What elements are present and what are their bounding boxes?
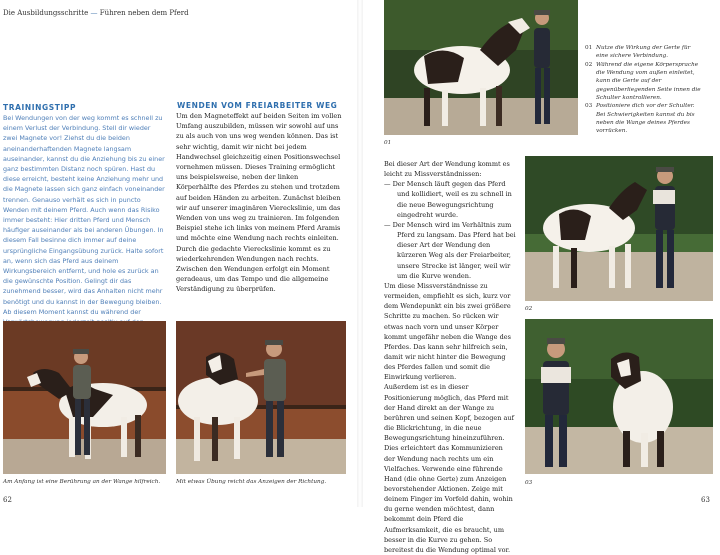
note-item: 03 Positioniere dich vor der Schulter. Bei Schwierigkeiten kannst du bis neben die Wange deines Pferdes vorrücken.	[585, 103, 695, 135]
photo-touch-cheek	[3, 321, 166, 474]
photo-02-label: 02	[525, 306, 533, 312]
book-gutter	[357, 0, 363, 507]
photo-03-label: 03	[525, 480, 533, 486]
wenden-text: Um den Magneteffekt auf beiden Seiten im vollen Umfang auszubilden, müssen wir sowohl auf uns zu als auch von uns weg wenden können. Das ist sehr wichtig, damit wir nicht bei jedem Handwechsel gleichzeitig einen Positionswechsel vornehmen müssen. Dieses Training ermöglicht uns beispielsweise, neben der linken Körperhälfte des Pferdes zu stehen und trotzdem auf beiden Händen zu arbeiten. Zunächst bleiben wir auf unserer imaginären Viereckslinie, um das Wenden von uns weg zu trainieren. Im folgenden Beispiel stehe ich links von meinem Pferd Aramis und möchte eine Wendung nach rechts einleiten. Durch die gedachte Viereckslinie kommt es zu wiederkehrenden Wendungen nach rechts. Zwischen den Wendungen erfolgt ein Moment geradeaus, um das Tempo und die allgemeine Verständigung zu überprüfen.	[176, 112, 342, 294]
photo-01-label: 01	[384, 140, 392, 146]
photo-notes	[585, 44, 703, 136]
wenden-heading: WENDEN VOM FREIARBEITER WEG	[177, 101, 338, 110]
running-header	[3, 9, 189, 17]
header-separator: —	[90, 9, 98, 17]
paragraph: Um diese Missverständnisse zu vermeiden, empfiehlt es sich, kurz vor dem Wendepunkt ein bis zwei größere Schritte zu machen. So rücken wir etwas nach vorn und unser Körper kommt ungefähr neben die Wange des Pferdes. Das kann sehr hilfreich sein, damit wir nicht hinter die Bewegung des Pferdes fallen und somit die Einwirkung verlieren.	[384, 281, 511, 382]
caption-touch-cheek: Am Anfang ist eine Berührung an der Wange hilfreich.	[3, 479, 161, 485]
intro-paragraph: Bei dieser Art der Wendung kommt es leicht zu Missverständnissen:	[384, 160, 510, 179]
photo-indicate-direction	[176, 321, 346, 474]
page-number-right: 63	[701, 496, 710, 504]
section-title: Führen neben dem Pferd	[99, 9, 189, 17]
training-tip-text: Bei Wendungen von der weg kommt es schnell zu einem Verlust der Verbindung. Stell dir wieder zwei Magnete vor! Ziehst du die beiden aneinanderhaftenden Magnete langsam auseinander, kannst du die Anziehung bis zu einer ganz bestimmten Distanz noch spüren. Hast du diese erreicht, besteht keine Anziehung mehr und die Magnete lassen sich ganz einfach voneinander trennen. Genauso verhält es sich in puncto Wenden mit deinem Pferd. Auch wenn das Risiko immer besteht: Hier dritten Pferd und Mensch häufiger auseinander als bei anderen Übungen. In diesem Fall besinne dich immer auf deine ursprüngliche Eingangsübung zurück. Halte sofort an, wenn sich das Pferd aus deinem Wirkungsbereich entfernt, und hole es zurück an die gewünschte Position. Gelingt dir das zunehmend besser, wird das Anhalten nicht mehr benötigt und du kannst in der Bewegung bleiben. Ab diesem Moment kannst du während der	[3, 114, 165, 316]
photo-02	[525, 156, 713, 301]
bullet-item: — Der Mensch läuft gegen das Pferd und kollidiert, weil es zu schnell in die neue Bewegungsrichtung eingedreht wurde.	[384, 180, 512, 219]
caption-indicate-direction: Mit etwas Übung reicht das Anzeigen der Richtung.	[176, 479, 327, 485]
page-number-left: 62	[3, 496, 12, 504]
note-item: 02 Während die eigene Körpersprache die Wendung vom außen einleitet, kann die Gerte auf der gegenüberliegenden Seite innen die Schulter kontrollieren.	[585, 61, 701, 101]
note-item: 01 Nutze die Wirkung der Gerte für eine sichere Verbindung.	[585, 45, 691, 60]
photo-03	[525, 319, 713, 474]
chapter-title: Die Ausbildungsschritte	[3, 9, 89, 17]
right-body-text	[384, 159, 516, 555]
bullet-item: — Der Mensch wird im Verhältnis zum Pferd zu langsam. Das Pferd hat bei dieser Art der Wendung den kürzeren Weg als der Freiarbeiter, unsere Strecke ist länger, weil wir um die Kurve wenden.	[384, 220, 516, 280]
paragraph: Außerdem ist es in dieser Positionierung möglich, das Pferd mit der Hand direkt an der Wange zu berühren und seinen Kopf, bezogen auf die Blickrichtung, in die neue Bewegungsrichtung hineinzuführen. Dies erleichtert das Kommunizieren der Wendung nach rechts um ein Vielfaches. Verwende eine führende Hand (die ohne Gerte) zum Anzeigen bevorstehender Aktionen. Zeige mit deinem Finger im Vorfeld dahin, wohin du gerne wenden möchtest, dann bekommt dein Pferd die Aufmerksamkeit, die es braucht, um besser in die Kurve zu gehen. So bereitest du die Wendung optimal vor.	[384, 383, 514, 554]
photo-01	[384, 0, 578, 135]
training-tip-title: TRAININGSTIPP	[3, 103, 77, 112]
